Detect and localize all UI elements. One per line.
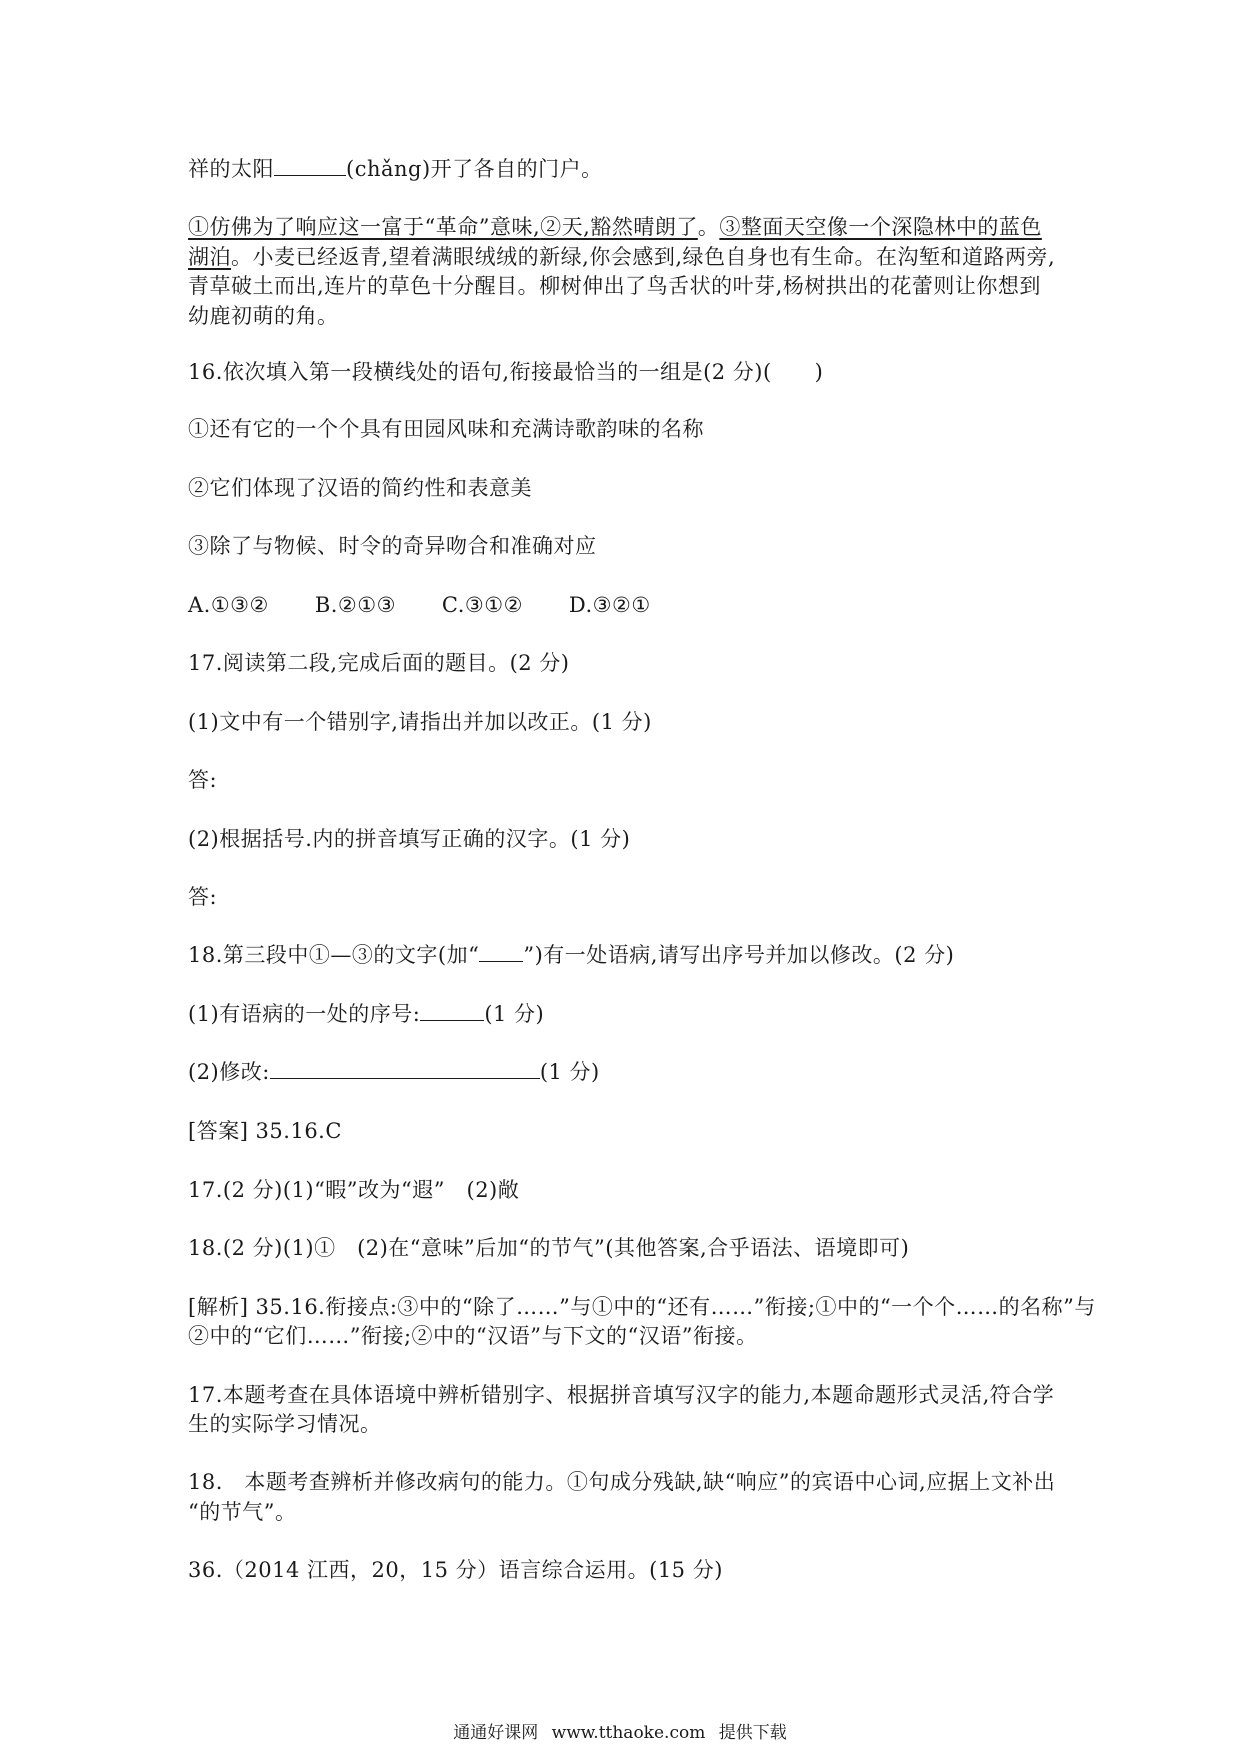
analysis-line: 生的实际学习情况。 [188, 1412, 382, 1436]
question-17-stem: 17.阅读第二段,完成后面的题目。(2 分) [188, 651, 570, 675]
q17-answer-2: 答: [188, 885, 218, 909]
underlined-sentence-3-end: 湖泊 [188, 245, 231, 269]
passage-line: 青草破土而出,连片的草色十分醒目。柳树伸出了鸟舌状的叶芽,杨树拱出的花蕾则让你想到 [188, 274, 1041, 298]
passage-line [188, 212, 1068, 243]
q18-sub-text: (1 分) [539, 1060, 600, 1084]
question-36-stem: 36.（2014 江西，20，15 分）语言综合运用。(15 分) [188, 1558, 723, 1582]
q18-stem-text: 18.第三段中①—③的文字(加“ [188, 943, 480, 967]
page-footer [0, 1718, 1240, 1743]
q16-option-3: ③除了与物候、时令的奇异吻合和准确对应 [188, 534, 597, 558]
answer-line-3: 18.(2 分)(1)① (2)在“意味”后加“的节气”(其他答案,合乎语法、语境即可) [188, 1236, 910, 1260]
analysis-line: 18. 本题考查辨析并修改病句的能力。①句成分残缺,缺“响应”的宾语中心词,应据上文补出 [188, 1470, 1056, 1494]
underline-marker [479, 941, 523, 962]
analysis-line: “的节气”。 [188, 1500, 297, 1524]
punctuation: 。 [697, 215, 720, 239]
q17-sub-1: (1)文中有一个错别字,请指出并加以改正。(1 分) [188, 710, 652, 734]
q18-sub-text: (1)有语病的一处的序号: [188, 1002, 421, 1026]
passage-text: 祥的太阳 [188, 157, 274, 181]
answer-line-1: [答案] 35.16.C [188, 1119, 342, 1143]
question-18-stem [188, 940, 1068, 971]
q16-option-1: ①还有它的一个个具有田园风味和充满诗歌韵味的名称 [188, 417, 704, 441]
passage-line [188, 242, 1068, 273]
question-16-stem: 16.依次填入第一段横线处的语句,衔接最恰当的一组是(2 分)( ) [188, 360, 824, 384]
passage-text: (chǎng)开了各自的门户。 [346, 157, 603, 181]
q18-sub-1 [188, 999, 1068, 1030]
underlined-sentence-3: ③整面天空像一个深隐林中的蓝色 [719, 215, 1042, 239]
passage-line [188, 154, 1068, 185]
underlined-sentence-1: ①仿佛为了响应这一富于“革命”意味, [188, 215, 541, 239]
underlined-sentence-2: ②天,豁然晴朗了 [540, 215, 698, 239]
q18-stem-text: ”)有一处语病,请写出序号并加以修改。(2 分) [523, 943, 955, 967]
analysis-line: 17.本题考查在具体语境中辨析错别字、根据拼音填写汉字的能力,本题命题形式灵活,符合学 [188, 1383, 1055, 1407]
fill-blank [274, 155, 346, 176]
passage-text: 。小麦已经返青,望着满眼绒绒的新绿,你会感到,绿色自身也有生命。在沟堑和道路两旁, [231, 245, 1056, 269]
q18-sub-2 [188, 1057, 1068, 1088]
footer-url: www.tthaoke.com [551, 1723, 706, 1743]
choice-a: A.①③② [188, 593, 269, 617]
q16-option-2: ②它们体现了汉语的简约性和表意美 [188, 476, 532, 500]
choice-d: D.③②① [568, 593, 651, 617]
q18-sub-text: (2)修改: [188, 1060, 270, 1084]
analysis-line: [解析] 35.16.衔接点:③中的“除了……”与①中的“还有……”衔接;①中的“一个个……的名称”与 [188, 1295, 1096, 1319]
footer-site-name: 通通好课网 [453, 1723, 539, 1743]
fill-blank [270, 1058, 540, 1079]
analysis-line: ②中的“它们……”衔接;②中的“汉语”与下文的“汉语”衔接。 [188, 1324, 758, 1348]
choice-b: B.②①③ [314, 593, 396, 617]
choice-c: C.③①② [441, 593, 523, 617]
q17-answer-1: 答: [188, 768, 218, 792]
q18-sub-text: (1 分) [484, 1002, 545, 1026]
footer-note: 提供下载 [718, 1723, 787, 1743]
q16-choices [188, 590, 1068, 621]
passage-line: 幼鹿初萌的角。 [188, 304, 339, 328]
q17-sub-2: (2)根据括号.内的拼音填写正确的汉字。(1 分) [188, 827, 631, 851]
fill-blank [420, 1000, 484, 1021]
answer-line-2: 17.(2 分)(1)“暇”改为“遐” (2)敞 [188, 1178, 520, 1202]
